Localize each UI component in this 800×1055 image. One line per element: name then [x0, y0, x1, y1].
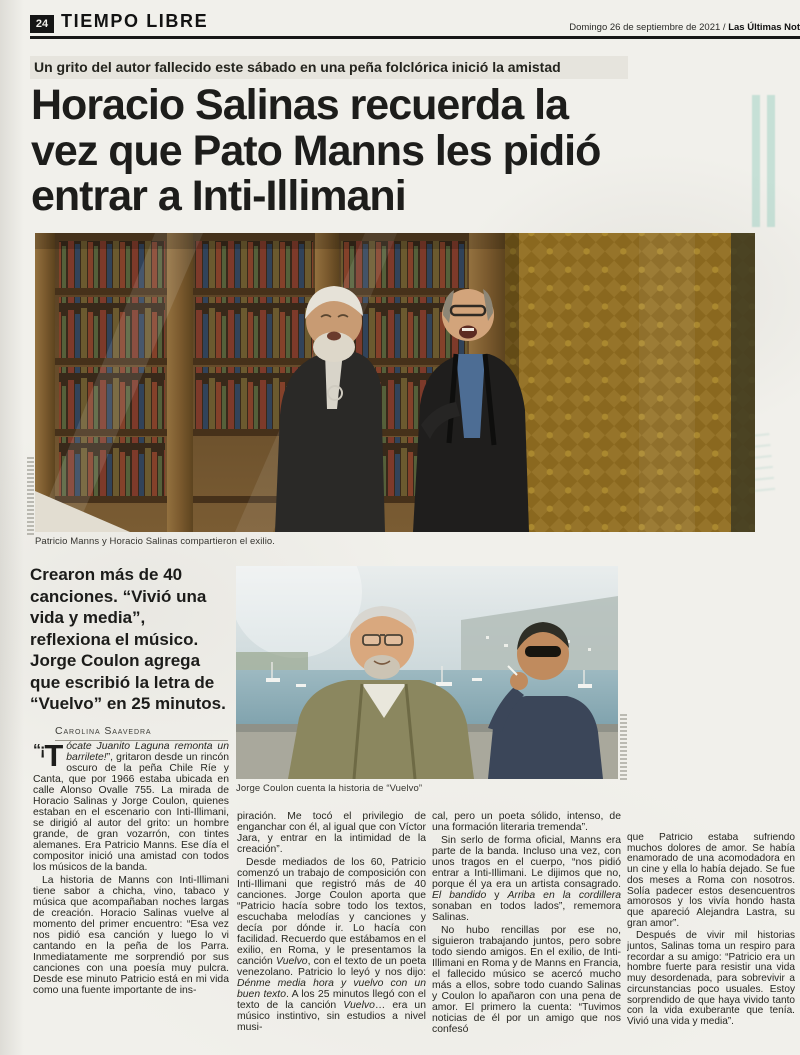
byline: Carolina Saavedra: [55, 725, 228, 741]
paragraph: No hubo rencillas por ese no, siguieron trabajando juntos, pero sobre todo siendo amigos. En el exilio, de Inti-Illimani en Roma y de Manns en Francia, el fallecido músico se acercó mucho más a ellos, sobre todo cuando Salinas y Coulon lo apañaron con una pena de amor. El primero la cuenta: “Tuvimos noticias de él por un amigo que nos confesó: [432, 925, 621, 1035]
paragraph: que Patricio estaba sufriendo muchos dolores de amor. Se había enamorado de una acomodadora en un cine y ella lo había dejado. Se fue dos meses a Roma con nosotros. Solía padecer estos desencuentros amorosos y los vivía hondo hasta que apareció Alejandra Lastra, su gran amor”.: [627, 833, 795, 929]
photo2-caption: Jorge Coulon cuenta la historia de “Vuelvo”: [236, 783, 423, 794]
masthead-rule: [30, 36, 800, 39]
paragraph: La historia de Manns con Inti-Illimani tiene sabor a chicha, vino, tabaco y música que acompañaban noches largas de creación. Horacio Salinas vuelve al momento del primer encuentro: “Esa vez nos pidió esa canción y luego lo vi cantando en la peña de los Parra. Inmediatamente me sorprendió por sus canciones con una poesía muy pulcra. Desde ese minuto Patricio está en mi vida como una fuente importante de ins-: [33, 875, 229, 996]
photo-jorge-coulon: [236, 566, 618, 779]
paragraph: Sin serlo de forma oficial, Manns era parte de la banda. Incluso una vez, con unos tragos en el cuerpo, “nos pidió entrar a Inti-Illimani. Le dijimos que no, porque él ya era un artista consagrado. El bandido y Arriba en la cordillera sonaban en todos lados”, rememora Salinas.: [432, 835, 621, 923]
paragraph: piración. Me tocó el privilegio de enganchar con él, al igual que con Víctor Jara, y entrar en la intimidad de la creación”.: [237, 811, 426, 855]
section-title: TIEMPO LIBRE: [61, 11, 209, 31]
article-column-1: [33, 741, 229, 1047]
article-column-3: [432, 811, 621, 1047]
headline: [31, 83, 776, 220]
paragraph: Después de vivir mil historias juntos, Salinas toma un respiro para recordar a su amigo: “Patricio era un hombre fuerte para resistir una vida muy desordenada, para sobrevivir a circunstancias poco usuales. Estoy sorprendido de que haya vivido tanto con la vida exuberante que tenía. Vivió una vida y media”.: [627, 930, 795, 1027]
page-number-badge: 24: [30, 15, 54, 33]
paper-name: Las Últimas Not: [728, 22, 800, 33]
paragraph: Desde mediados de los 60, Patricio comenzó un trabajo de composición con Inti-Illimani que registró más de 40 canciones. Jorge Coulon aporta que “Patricio hacía sobre todo los textos, escuchaba melodías y canciones y decía por dónde ir. Lo hacía con facilidad. Recuerdo que estábamos en el exilio, en Roma, y le presentamos la canción Vuelvo, con el texto de un poeta venezolano. Patricio lo leyó y nos dijo: Dénme media hora y vuelvo con un buen texto. A los 25 minutos llegó con el texto de la canción Vuelvo… era un músico instintivo, sin estudios a nivel musi-: [237, 857, 426, 1033]
drop-cap-letter: T: [44, 741, 63, 773]
photo-manns-salinas-illustration: [35, 233, 755, 532]
drop-cap-quote: “¡: [33, 742, 45, 759]
paragraph-text: ócate Juanito Laguna remonta un barrilete!”, gritaron desde un rincón oscuro de la peña Chile Ríe y Canta, que por 1966 estaba ubicada en calle Alonso Ovalle 755. La mirada de Horacio Salinas y Jorge Coulon, quienes estaban en el escenario con Inti-Illimani, se dirigió al autor del grito: un hombre grande, de gran vozarrón, con tintes alemanes. Era Patricio Manns. Ese día el compositor inició una amistad con todos los músicos de la banda.: [33, 741, 229, 873]
article-column-4: [627, 833, 795, 1047]
photo-credit-strip: [27, 455, 34, 535]
dateline: [569, 22, 800, 33]
paragraph: [33, 741, 229, 873]
photo-manns-salinas: [35, 233, 755, 532]
deck-pullquote: Crearon más de 40 canciones. “Vivió una vida y media”, reflexiona el músico. Jorge Coulon agrega que escribió la letra de “Vuelvo” en 25 minutos.: [30, 565, 226, 713]
headline-line-1: Horacio Salinas recuerda la: [31, 81, 569, 129]
photo1-caption: Patricio Manns y Horacio Salinas compartieron el exilio.: [35, 536, 276, 547]
kicker: Un grito del autor fallecido este sábado en una peña folclórica inició la amistad: [30, 56, 628, 79]
drop-cap: [33, 742, 62, 773]
show-through-ink-bars: [752, 95, 775, 227]
dateline-date: Domingo 26 de septiembre de 2021 /: [569, 22, 729, 33]
article-column-2: [237, 811, 426, 1047]
paragraph: cal, pero un poeta sólido, intenso, de una formación literaria tremenda”.: [432, 811, 621, 833]
headline-line-3: entrar a Inti-Illimani: [31, 172, 406, 220]
photo-jorge-coulon-illustration: [236, 566, 618, 779]
headline-line-2: vez que Pato Manns les pidió: [31, 126, 601, 175]
photo-credit-strip: [620, 712, 627, 780]
